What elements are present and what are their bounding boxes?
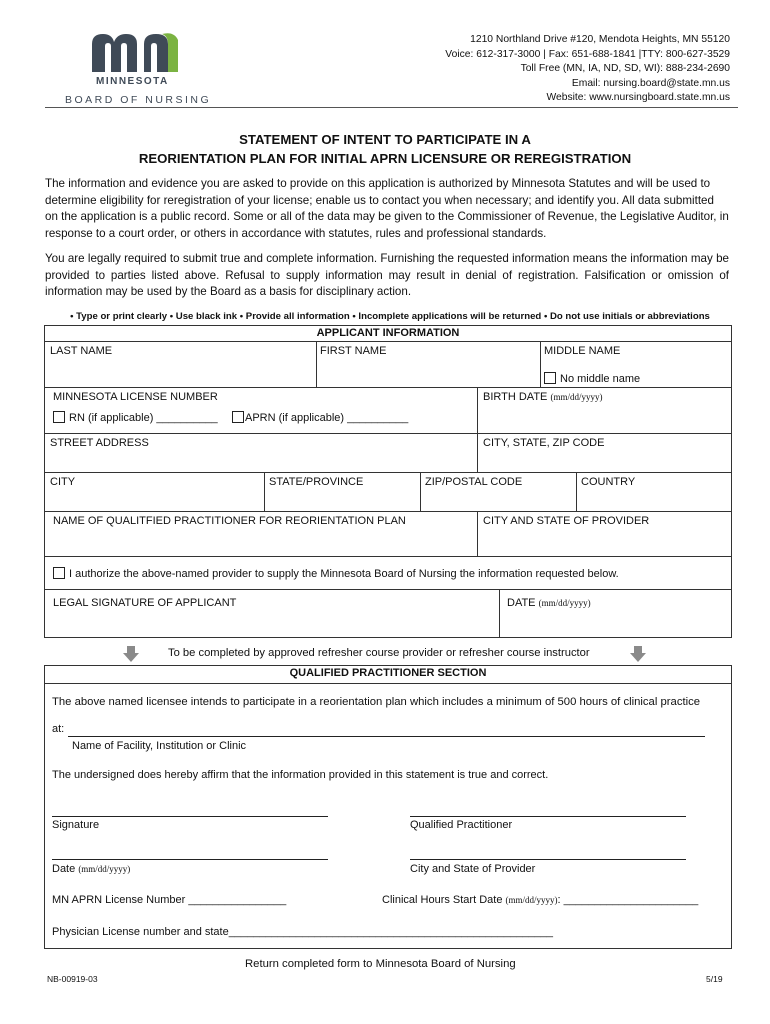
down-arrow-icon (122, 645, 140, 663)
applicant-date-label[interactable] (507, 597, 591, 609)
qp-date-text: Date (52, 863, 76, 875)
applicant-date-format: (mm/dd/yyyy) (538, 598, 591, 608)
authorize-row (44, 556, 732, 590)
website-line: Website: www.nursingboard.state.mn.us (546, 92, 730, 103)
rn-label: RN (if applicable) __________ (69, 412, 218, 424)
aprn-option[interactable] (232, 411, 408, 424)
legal-notice: You are legally required to submit true and complete information. Furnishing the requested information means the information may be provided to parties listed above. Refusal to supply information may result in denial of registration. Falsification or omission of information may be used by the Board as a basis for disciplinary action. (45, 252, 729, 298)
applicant-signature-label: LEGAL SIGNATURE OF APPLICANT (53, 597, 237, 609)
date-input-line[interactable] (52, 859, 328, 860)
license-row (44, 387, 732, 434)
practitioner-name-label: NAME OF QUALITFIED PRACTITIONER FOR REORIENTATION PLAN (53, 515, 406, 527)
clinical-hours-start-field[interactable] (382, 894, 698, 906)
last-name-label: LAST NAME (50, 345, 113, 357)
qp-date-format: (mm/dd/yyyy) (78, 864, 131, 874)
signature-row (44, 589, 732, 638)
at-label: at: (52, 723, 65, 735)
rn-option[interactable] (53, 411, 218, 424)
applicant-section-header (44, 325, 732, 342)
practitioner-row (44, 511, 732, 557)
form-title (0, 130, 770, 168)
aprn-license-number-field[interactable]: MN APRN License Number ________________ (52, 894, 287, 906)
street-row (44, 433, 732, 473)
mn-logo-mark (90, 30, 200, 74)
qp-section-header (45, 666, 731, 684)
qualified-practitioner-section (44, 665, 732, 949)
zip-cell[interactable] (421, 473, 577, 511)
last-name-cell[interactable] (45, 342, 317, 387)
revision-date: 5/19 (706, 974, 723, 984)
affirm-statement: The undersigned does hereby affirm that the information provided in this statement is true and correct. (52, 769, 549, 781)
signature-input-line[interactable] (52, 816, 328, 817)
birth-date-label[interactable] (483, 391, 602, 403)
birth-date-text: BIRTH DATE (483, 391, 548, 403)
provider-city-label[interactable]: CITY AND STATE OF PROVIDER (483, 515, 650, 527)
no-middle-name-checkbox[interactable] (544, 372, 556, 384)
name-row (44, 341, 732, 388)
rn-checkbox[interactable] (53, 411, 65, 423)
city-state-zip-label[interactable]: CITY, STATE, ZIP CODE (483, 437, 605, 449)
applicant-date-text: DATE (507, 597, 536, 609)
logo-board-name: BOARD OF NURSING (65, 94, 212, 106)
clinical-hours-blank: : ______________________ (557, 894, 699, 906)
no-middle-name-label: No middle name (560, 373, 641, 385)
facility-line[interactable] (52, 723, 64, 735)
street-address-cell[interactable] (45, 434, 478, 472)
aprn-checkbox[interactable] (232, 411, 244, 423)
city-state-provider-label: City and State of Provider (410, 863, 536, 875)
qp-date-label (52, 863, 130, 875)
license-cell[interactable] (45, 388, 478, 433)
mn-license-label: MINNESOTA LICENSE NUMBER (53, 391, 218, 403)
board-contact-block (445, 33, 730, 106)
board-logo (62, 30, 212, 110)
aprn-label: APRN (if applicable) __________ (245, 412, 409, 424)
city-row (44, 472, 732, 512)
logo-state-name: MINNESOTA (96, 76, 169, 87)
city-label: CITY (50, 476, 76, 488)
first-name-cell[interactable] (317, 342, 541, 387)
applicant-signature-cell[interactable] (45, 590, 500, 637)
country-label[interactable]: COUNTRY (581, 476, 636, 488)
authorize-label: I authorize the above-named provider to supply the Minnesota Board of Nursing the information requested below. (69, 568, 619, 580)
practitioner-name-cell[interactable] (45, 512, 478, 556)
form-number: NB-00919-03 (47, 974, 98, 984)
first-name-label: FIRST NAME (320, 345, 387, 357)
authorize-option[interactable] (53, 567, 619, 580)
email-line: Email: nursing.board@state.mn.us (571, 77, 730, 89)
applicant-section-title: APPLICANT INFORMATION (316, 327, 460, 339)
zip-label: ZIP/POSTAL CODE (425, 476, 523, 488)
city-state-provider-input-line[interactable] (410, 859, 686, 860)
qualified-practitioner-label: Qualified Practitioner (410, 819, 513, 831)
qualified-practitioner-input-line[interactable] (410, 816, 686, 817)
qp-section-title: QUALIFIED PRACTITIONER SECTION (289, 667, 487, 679)
facility-input-line[interactable] (68, 736, 705, 737)
physician-license-field[interactable]: Physician License number and state_____________________________________________________ (52, 926, 553, 938)
facility-label: Name of Facility, Institution or Clinic (72, 740, 247, 752)
privacy-notice: The information and evidence you are asked to provide on this application is authorized by Minnesota Statutes and will be used to determine eligibility for reregistration of your license; enable us to contact you when necessary; and identify you. All data submitted on the application is a public record. Some or all of the data may be given to the Commissioner of Revenue, the Legislative Auditor, in response to a court order, or others in accordance with statutes, rules and professional standards. (45, 177, 729, 240)
middle-name-label: MIDDLE NAME (544, 345, 621, 357)
authorize-checkbox[interactable] (53, 567, 65, 579)
no-middle-name-option[interactable] (544, 372, 640, 385)
state-province-cell[interactable] (265, 473, 421, 511)
provider-note: To be completed by approved refresher course provider or refresher course instructor (168, 647, 590, 659)
intent-statement: The above named licensee intends to participate in a reorientation plan which includes a minimum of 500 hours of clinical practice (52, 696, 701, 708)
birth-date-format: (mm/dd/yyyy) (550, 392, 603, 402)
header-divider (45, 107, 738, 108)
clinical-hours-label: Clinical Hours Start Date (382, 894, 503, 906)
down-arrow-icon (629, 645, 647, 663)
applicant-info-table (44, 325, 732, 638)
title-line-2: REORIENTATION PLAN FOR INITIAL APRN LICENSURE OR REREGISTRATION (138, 151, 632, 166)
phone-line: Voice: 612-317-3000 | Fax: 651-688-1841 |TTY: 800-627-3529 (445, 48, 730, 60)
return-instruction: Return completed form to Minnesota Board of Nursing (245, 958, 516, 970)
toll-free-line: Toll Free (MN, IA, ND, SD, WI): 888-234-2690 (520, 63, 730, 74)
clinical-hours-format: (mm/dd/yyyy) (505, 895, 558, 905)
state-province-label: STATE/PROVINCE (269, 476, 364, 488)
qp-signature-label: Signature (52, 819, 100, 831)
instructions-line: • Type or print clearly • Use black ink • Provide all information • Incomplete applications will be returned • Do not use initials or abbreviations (70, 311, 710, 322)
title-line-1: STATEMENT OF INTENT TO PARTICIPATE IN A (239, 132, 531, 147)
city-cell[interactable] (45, 473, 265, 511)
address-line: 1210 Northland Drive #120, Mendota Heights, MN 55120 (470, 34, 730, 45)
street-address-label: STREET ADDRESS (50, 437, 149, 449)
